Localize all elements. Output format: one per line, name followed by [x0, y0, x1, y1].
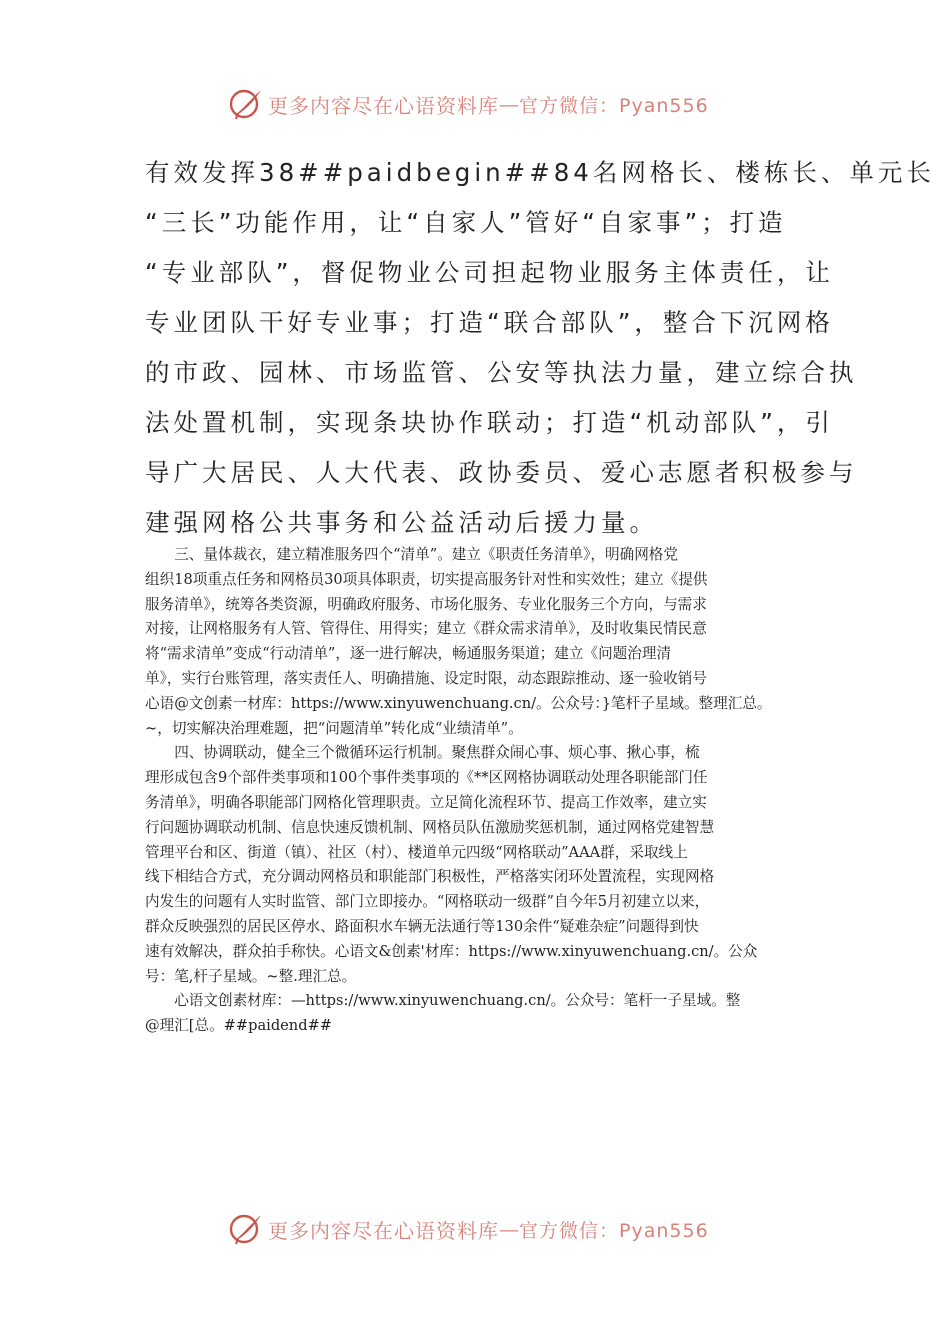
- small-text-line: 线下相结合方式，充分调动网格员和职能部门积极性，严格落实闭环处置流程，实现网格: [145, 868, 715, 886]
- small-text-line: 内发生的问题有人实时监管、部门立即接办。“网格联动一级群”自今年5月初建立以来，: [145, 893, 710, 911]
- large-text-line: 导广大居民、人大代表、政协委员、爱心志愿者积极参与: [145, 458, 858, 487]
- quill-logo-icon: [228, 1211, 264, 1247]
- large-text-line: 建强网格公共事务和公益活动后援力量。: [145, 508, 658, 537]
- large-text-block: [145, 148, 935, 548]
- small-text-line: 心语文创素材库：—https://www.xinyuwenchuang.cn/。公众号：笔杆一子星域。整: [145, 992, 741, 1010]
- small-text-line: 单》，实行台账管理，落实责任人、明确措施、设定时限，动态跟踪推动、逐一验收销号: [145, 669, 707, 687]
- large-text-line: 的市政、园林、市场监管、公安等执法力量，建立综合执: [145, 358, 858, 387]
- large-text-line: 有效发挥38##paidbegin##84名网格长、楼栋长、单元长: [145, 158, 935, 187]
- small-text-line: 组织18项重点任务和网格员30项具体职责，切实提高服务针对性和实效性；建立《提供: [145, 570, 708, 588]
- small-text-line: 服务清单》，统筹各类资源，明确政府服务、市场化服务、专业化服务三个方向，与需求: [145, 595, 707, 613]
- small-text-line: @理汇[总。##paidend##: [145, 1017, 333, 1035]
- footer-banner: [228, 1209, 728, 1249]
- banner-wechat: 官方微信：Pyan556: [519, 94, 709, 117]
- small-text-line: 理形成包含9个部件类事项和100个事件类事项的《**区网格协调联动处理各职能部门任: [145, 769, 708, 787]
- banner-title: 更多内容尽在心语资料库: [268, 93, 499, 118]
- header-banner: [228, 84, 728, 124]
- small-text-line: 号：笔,杆子星域。~整.理汇总。: [145, 967, 357, 985]
- banner-dash: —: [499, 1217, 519, 1241]
- large-text-line: 专业团队干好专业事；打造“联合部队”，整合下沉网格: [145, 308, 834, 337]
- large-text-line: “三长”功能作用，让“自家人”管好“自家事”；打造: [145, 208, 787, 237]
- quill-logo-icon: [228, 86, 264, 122]
- large-text-line: “专业部队”，督促物业公司担起物业服务主体责任，让: [145, 258, 834, 287]
- small-text-line: 速有效解决，群众拍手称快。心语文&创素'材库：https://www.xinyuwenchuang.cn/。公众: [145, 942, 758, 960]
- small-text-line: 心语@文创素一材库：https://www.xinyuwenchuang.cn/。公众号：}笔杆子星域。整理汇总。: [145, 694, 772, 712]
- small-text-line: ~，切实解决治理难题，把“问题清单”转化成“业绩清单”。: [145, 719, 523, 737]
- small-text-line: 行问题协调联动机制、信息快速反馈机制、网格员队伍激励奖惩机制，通过网格党建智慧: [145, 818, 715, 836]
- banner-wechat: 官方微信：Pyan556: [519, 1219, 709, 1242]
- banner-dash: —: [499, 92, 519, 116]
- small-text-line: 群众反映强烈的居民区停水、路面积水车辆无法通行等130余件“疑难杂症”问题得到快: [145, 917, 699, 935]
- small-text-line: 四、协调联动，健全三个微循环运行机制。聚焦群众闹心事、烦心事、揪心事，梳: [145, 744, 700, 762]
- small-text-block: [145, 543, 817, 1039]
- small-text-line: 管理平台和区、街道（镇）、社区（村）、楼道单元四级“网格联动”AAA群，采取线上: [145, 843, 688, 861]
- small-text-line: 三、量体裁衣，建立精准服务四个“清单”。建立《职责任务清单》，明确网格党: [145, 546, 678, 563]
- small-text-line: 将“需求清单”变成“行动清单”，逐一进行解决，畅通服务渠道；建立《问题治理清: [145, 645, 672, 663]
- small-text-line: 务清单》，明确各职能部门网格化管理职责。立足简化流程环节、提高工作效率，建立实: [145, 793, 707, 811]
- small-text-line: 对接，让网格服务有人管、管得住、用得实；建立《群众需求清单》，及时收集民情民意: [145, 620, 707, 638]
- banner-title: 更多内容尽在心语资料库: [268, 1218, 499, 1243]
- large-text-line: 法处置机制，实现条块协作联动；打造“机动部队”，引: [145, 408, 834, 437]
